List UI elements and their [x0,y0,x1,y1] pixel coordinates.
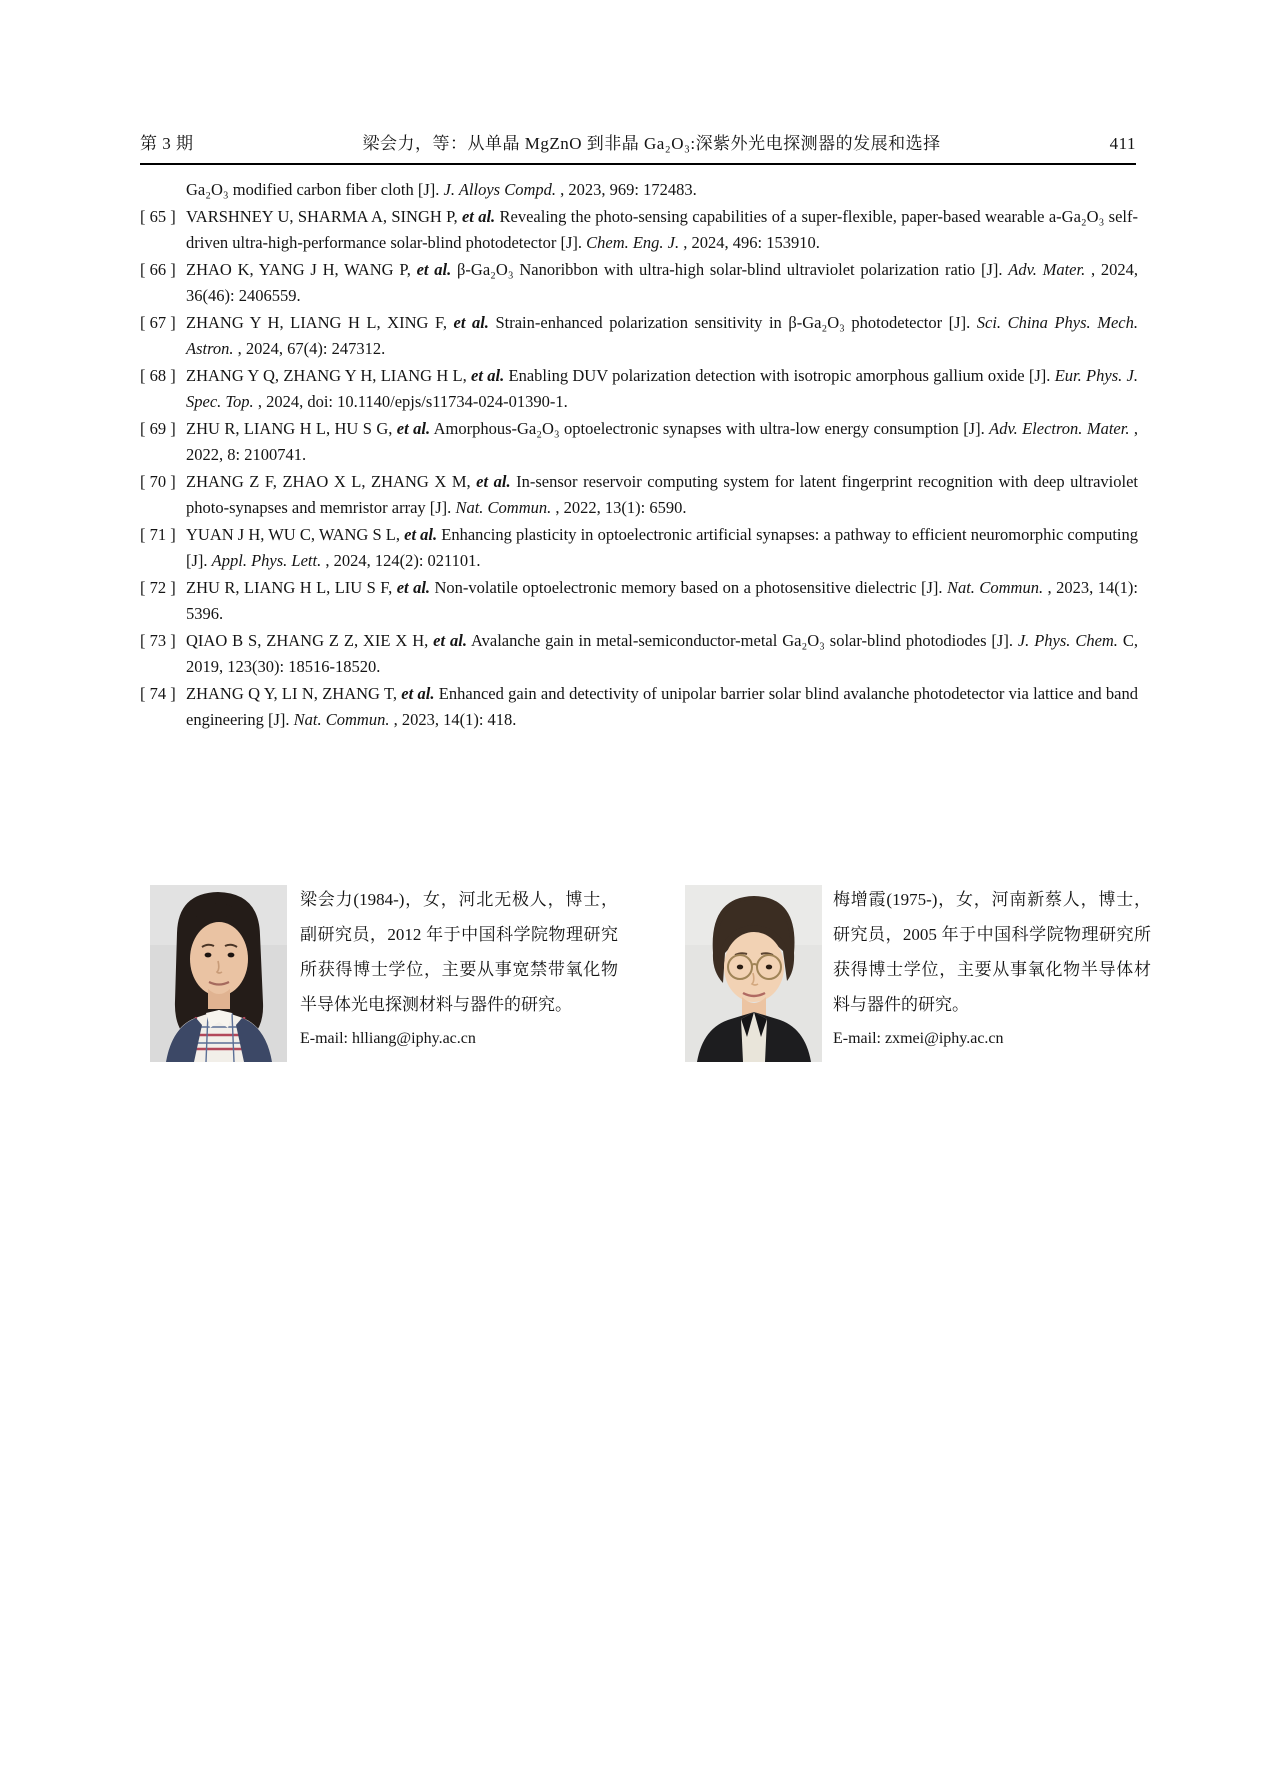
reference-text: ZHANG Y Q, ZHANG Y H, LIANG H L, et al. Enabling DUV polarization detection with isotropic amorphous gallium oxide [J]. Eur. Phys. J. Spec. Top. , 2024, doi: 10.1140/epjs/s11734-024-01390-1. [186,365,1138,411]
reference-text: ZHU R, LIANG H L, LIU S F, et al. Non-volatile optoelectronic memory based on a photosensitive dielectric [J]. Nat. Commun. , 2023, 14(1): 5396. [186,577,1139,623]
author-email: E-mail: zxmei@iphy.ac.cn [833,1030,1004,1047]
header-rule [140,163,1136,165]
author-bio-text: 梅增霞(1975-)，女，河南新蔡人，博士，研究员，2005 年于中国科学院物理研究所获得博士学位，主要从事氧化物半导体材料与器件的研究。 [833,890,1151,1014]
reference-item [140,177,1138,204]
reference-text: ZHU R, LIANG H L, HU S G, et al. Amorphous-Ga₂O₃ optoelectronic synapses with ultra-low energy consumption [J]. Adv. Electron. Mater. , 2022, 8: 2100741. [186,418,1139,464]
eye [766,965,772,970]
reference-number: [ 67 ] [140,312,176,332]
reference-number: [ 65 ] [140,206,176,226]
face-shape [724,932,784,1002]
running-title: 梁会力，等：从单晶 MgZnO 到非晶 Ga₂O₃:深紫外光电探测器的发展和选择 [362,134,941,153]
reference-item [140,681,1138,734]
reference-number: [ 69 ] [140,418,176,438]
photo-liang-huili [150,885,287,1062]
reference-text: QIAO B S, ZHANG Z Z, XIE X H, et al. Avalanche gain in metal-semiconductor-metal Ga₂O₃ solar-blind photodiodes [J]. J. Phys. Chem. C, 2019, 123(30): 18516-18520. [186,630,1138,676]
reference-number: [ 73 ] [140,630,176,650]
page-number: 411 [1109,134,1136,153]
photo-mei-zengxia [685,885,822,1062]
reference-text: ZHANG Q Y, LI N, ZHANG T, et al. Enhanced gain and detectivity of unipolar barrier solar blind avalanche photodetector via lattice and band engineering [J]. Nat. Commun. , 2023, 14(1): 418. [186,683,1138,729]
reference-number: [ 72 ] [140,577,176,597]
page-header [140,129,1136,154]
reference-item [140,416,1138,469]
reference-text: Ga₂O₃ modified carbon fiber cloth [J]. J. Alloys Compd. , 2023, 969: 172483. [186,180,697,199]
reference-text: YUAN J H, WU C, WANG S L, et al. Enhancing plasticity in optoelectronic artificial synapses: a pathway to efficient neuromorphic computing [J]. Appl. Phys. Lett. , 2024, 124(2): 021101. [186,524,1139,570]
reference-item [140,363,1138,416]
eye [737,965,743,970]
author-bio-text: 梁会力(1984-)，女，河北无极人，博士，副研究员，2012 年于中国科学院物理研究所获得博士学位，主要从事宽禁带氧化物半导体光电探测材料与器件的研究。 [300,890,618,1014]
reference-item [140,522,1138,575]
issue-number: 第 3 期 [140,134,194,153]
reference-item [140,575,1138,628]
reference-item [140,310,1138,363]
author-bio-liang [300,882,618,1052]
author-email: E-mail: hlliang@iphy.ac.cn [300,1030,476,1047]
reference-number: [ 66 ] [140,259,176,279]
reference-item [140,469,1138,522]
reference-text: VARSHNEY U, SHARMA A, SINGH P, et al. Revealing the photo-sensing capabilities of a super-flexible, paper-based wearable a-Ga₂O₃ self-driven ultra-high-performance solar-blind photodetector [J]. Chem. Eng. J. , 2024, 496: 153910. [186,206,1138,252]
reference-number: [ 70 ] [140,471,176,491]
reference-list [140,177,1138,734]
eye [205,953,212,958]
reference-number: [ 71 ] [140,524,176,544]
glasses-bridge [752,964,757,965]
reference-text: ZHANG Y H, LIANG H L, XING F, et al. Strain-enhanced polarization sensitivity in β-Ga₂O₃ photodetector [J]. Sci. China Phys. Mech. Astron. , 2024, 67(4): 247312. [186,312,1138,358]
reference-item [140,628,1138,681]
reference-number: [ 74 ] [140,683,176,703]
author-bio-mei [833,882,1151,1052]
reference-number [140,177,186,204]
reference-item [140,257,1138,310]
reference-text: ZHANG Z F, ZHAO X L, ZHANG X M, et al. In-sensor reservoir computing system for latent fingerprint recognition with deep ultraviolet photo-synapses and memristor array [J]. Nat. Commun. , 2022, 13(1): 6590. [186,471,1138,517]
reference-text: ZHAO K, YANG J H, WANG P, et al. β-Ga₂O₃ Nanoribbon with ultra-high solar-blind ultraviolet polarization ratio [J]. Adv. Mater. , 2024, 36(46): 2406559. [186,259,1139,305]
reference-item [140,204,1138,257]
reference-number: [ 68 ] [140,365,176,385]
eye [228,953,235,958]
